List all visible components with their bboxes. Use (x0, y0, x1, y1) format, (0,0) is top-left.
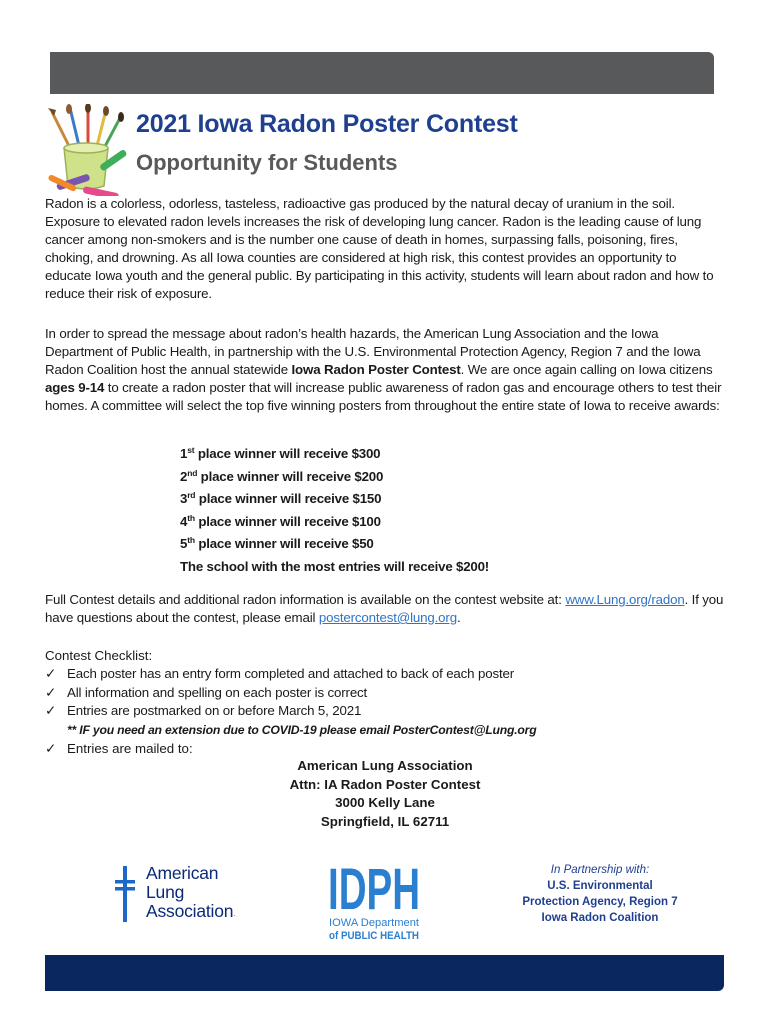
checklist-title: Contest Checklist: (45, 648, 153, 663)
idph-logo-line2: of PUBLIC HEALTH (329, 930, 420, 941)
checklist-item: ✓ All information and spelling on each poster is correct (45, 684, 725, 703)
description-text: . We are once again calling on Iowa citizens (460, 362, 713, 377)
footer-bar (45, 955, 724, 991)
contest-description (45, 325, 725, 415)
details-text: . (456, 610, 461, 625)
checklist (45, 665, 725, 721)
description-text: to create a radon poster that will increase public awareness of radon gas and encourage others to test their homes. A committee will select the top five winning posters from throughout the entire state of Iowa to receive awards: (45, 380, 722, 413)
partner-org: Protection Agency, Region 7 (522, 896, 678, 908)
checkmark-icon: ✓ (45, 666, 56, 681)
page-title: 2021 Iowa Radon Poster Contest (136, 110, 518, 138)
checklist-mail-item (45, 740, 193, 758)
address-line: 3000 Kelly Lane (335, 795, 435, 810)
award-item: 1st place winner will receive $300 (180, 445, 381, 461)
checkmark-icon: ✓ (45, 703, 56, 718)
header-bar (50, 52, 714, 94)
checklist-item: ✓ Entries are mailed to: (45, 741, 193, 756)
page-subtitle: Opportunity for Students (136, 150, 398, 175)
partner-org: Iowa Radon Coalition (541, 912, 659, 924)
partnership-block (510, 862, 690, 926)
contest-website-link[interactable]: www.Lung.org/radon (565, 592, 685, 607)
school-award: The school with the most entries will receive $200! (180, 558, 490, 574)
details-text: Full Contest details and additional radon information is available on the contest website at: (45, 592, 566, 607)
awards-list (180, 443, 600, 578)
award-item: 5th place winner will receive $50 (180, 535, 374, 551)
contest-email-link[interactable]: postercontest@lung.org (318, 610, 457, 625)
idph-logo-letters: IDPH (328, 857, 420, 922)
address-line: Attn: IA Radon Poster Contest (289, 776, 481, 792)
description-text: In order to spread the message about radon’s health hazards, the American Lung Association and the Iowa Department of Public Health, in partnership with the U.S. Environmental Protection Agency, Region 7 and the Iowa Radon Coalition host the annual statewide (45, 326, 701, 377)
checklist-item: ✓ Each poster has an entry form completed and attached to back of each poster (45, 665, 725, 684)
contest-details (45, 591, 725, 627)
mailing-address (235, 757, 535, 831)
checkmark-icon: ✓ (45, 741, 57, 756)
idph-logo-line1: IOWA Department (329, 917, 419, 929)
art-supplies-icon (44, 104, 134, 196)
ala-logo: American Lung Association. (146, 863, 236, 921)
intro-paragraph: Radon is a colorless, odorless, tasteless, radioactive gas produced by the natural decay of uranium in the soil. Exposure to elevated radon levels increases the risk of developing lung cancer. Radon is the leading cause of lung cancer among non-smokers and is the number one cause of death in homes, surpassing falls, poisoning, fires, choking, and drowning. As all Iowa counties are considered at high risk, this contest provides an opportunity to educate Iowa youth and the general public. By participating in this activity, students will learn about radon and how to reduce their risk of exposure. (45, 196, 714, 301)
age-range: ages 9-14 (45, 380, 105, 395)
partner-org: U.S. Environmental (547, 880, 653, 892)
award-item: 4th place winner will receive $100 (180, 512, 381, 529)
contest-name: Iowa Radon Poster Contest (291, 362, 461, 377)
award-item: 2nd place winner will receive $200 (180, 467, 384, 484)
award-item: 3rd place winner will receive $150 (180, 490, 382, 506)
address-line: American Lung Association (297, 758, 473, 773)
details-text: . If you have questions about the contest, please email (45, 592, 724, 625)
address-line: Springfield, IL 62711 (320, 813, 450, 829)
checkmark-icon: ✓ (45, 684, 56, 700)
partnership-intro: In Partnership with: (550, 864, 650, 876)
checklist-item: ✓ Entries are postmarked on or before March 5, 2021 (45, 702, 725, 721)
covid-extension-note: ** IF you need an extension due to COVID-19 please email PosterContest@Lung.org (67, 723, 537, 737)
idph-logo (326, 855, 422, 941)
